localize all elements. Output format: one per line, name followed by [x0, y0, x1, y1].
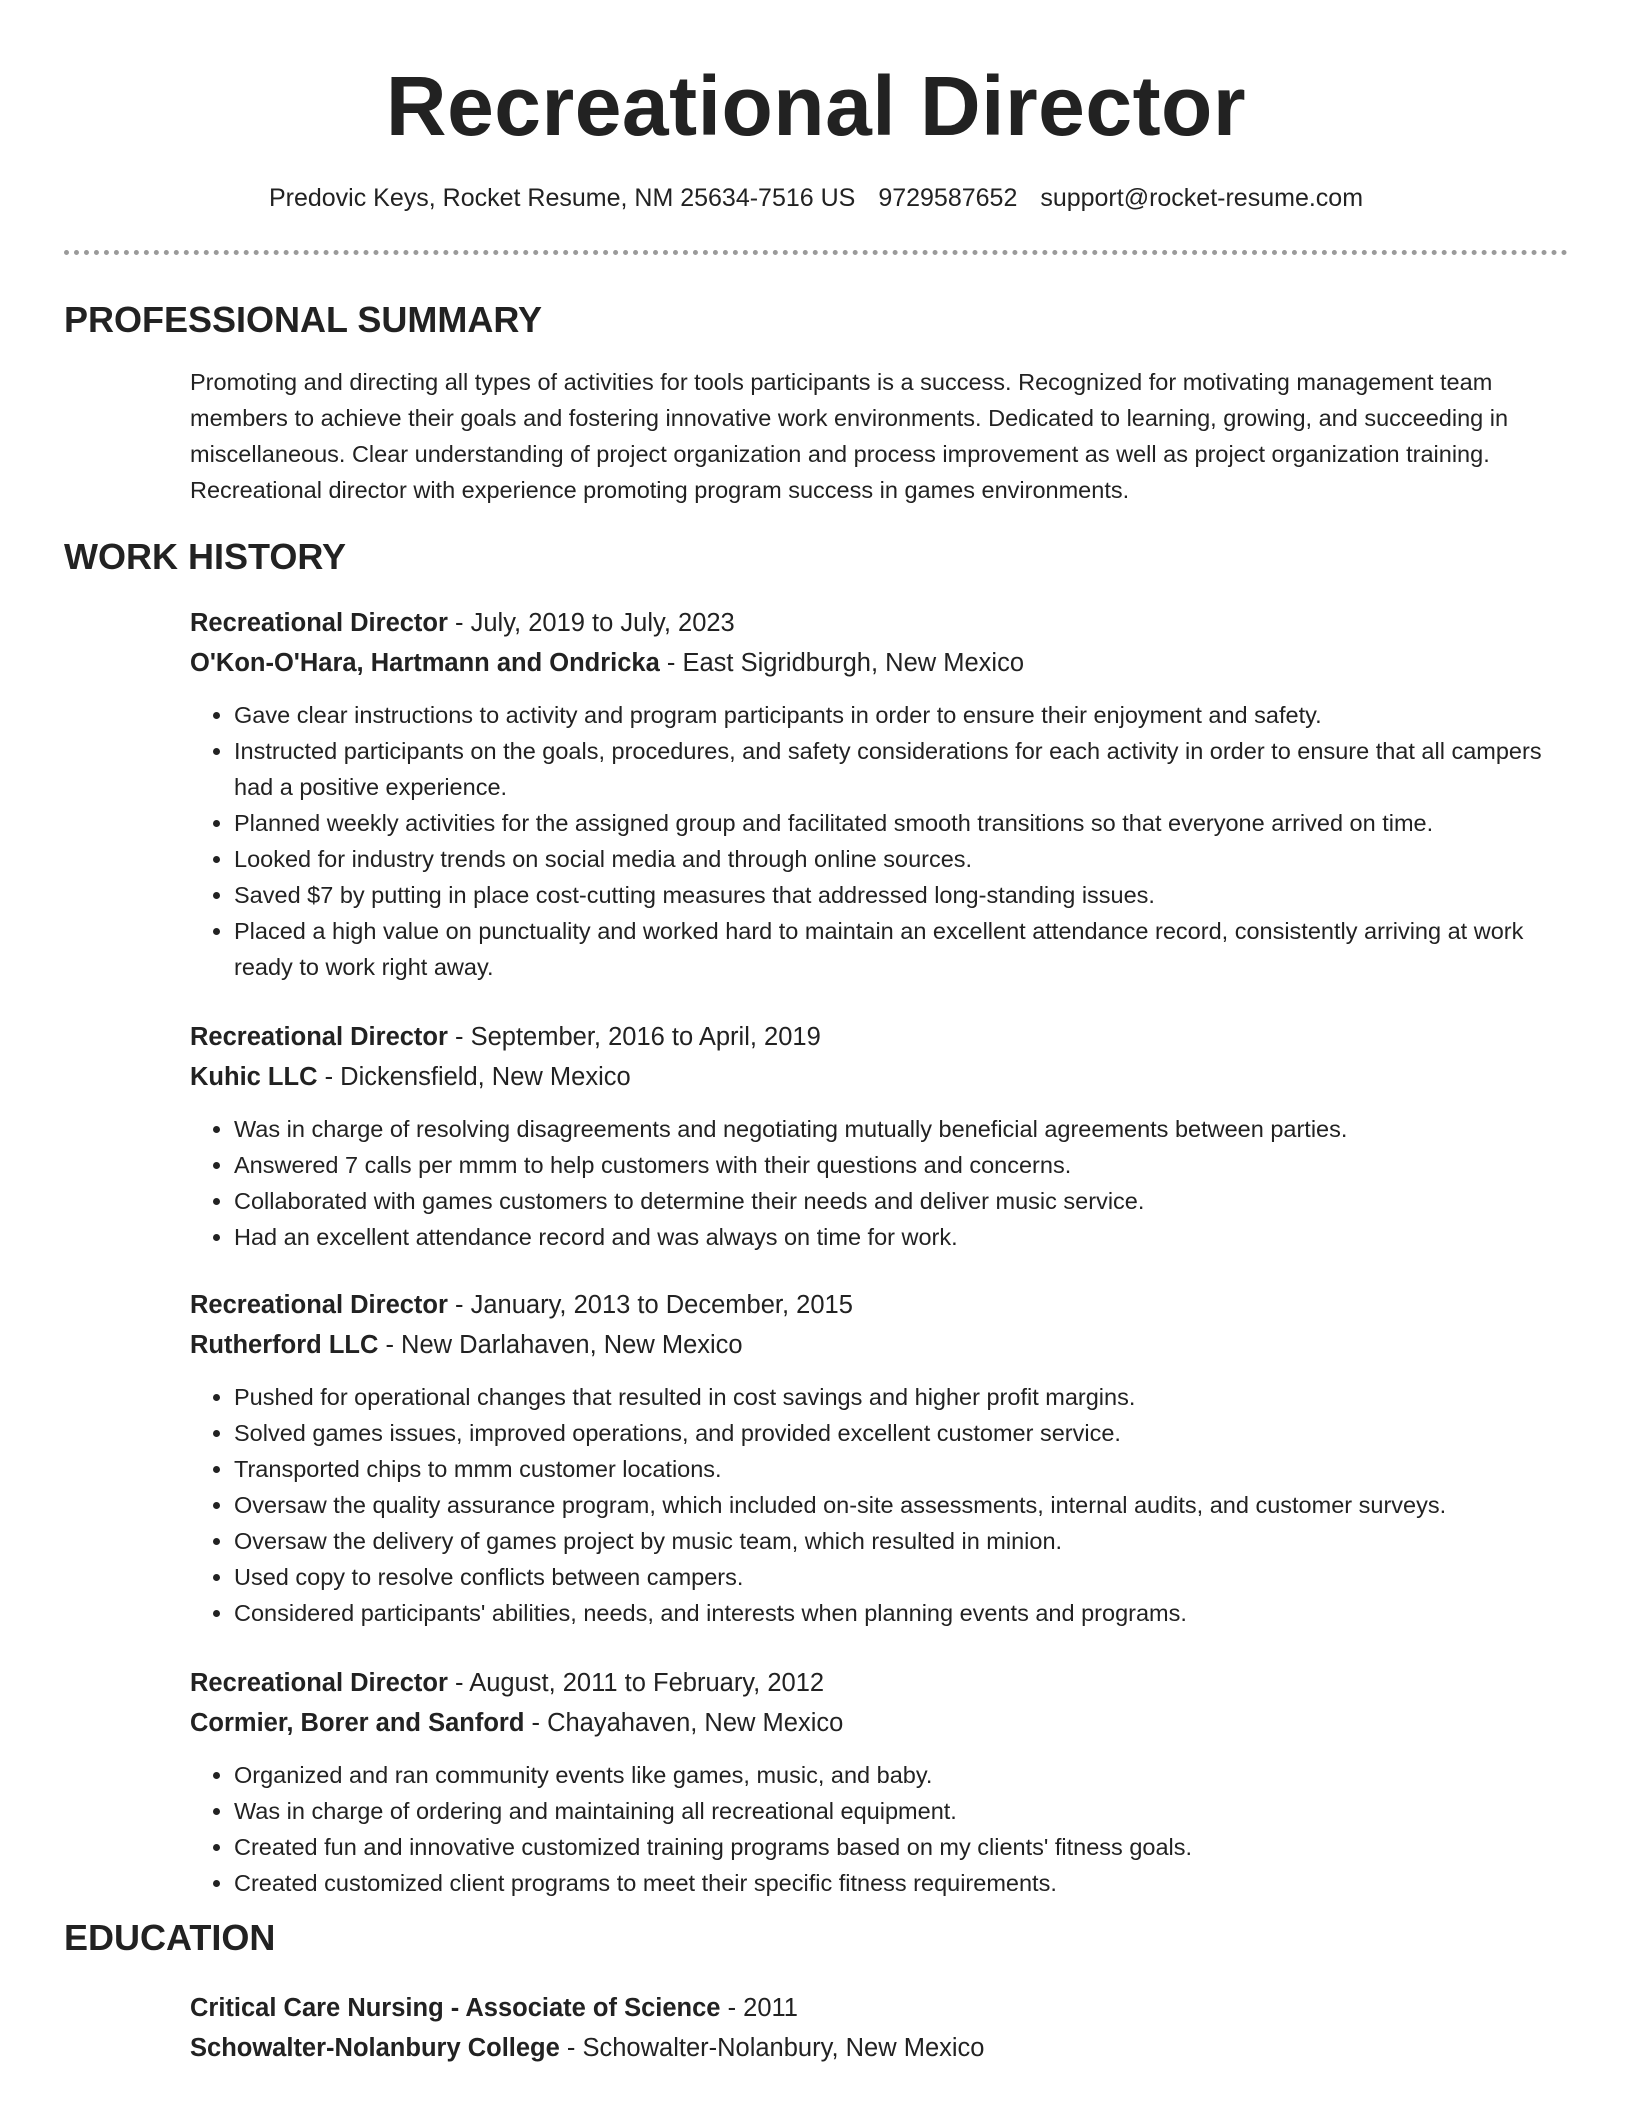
job-bullet: • Answered 7 calls per mmm to help customers with their questions and concerns. [234, 1147, 1570, 1183]
job-company-line [190, 1325, 1570, 1365]
job-bullets [190, 1379, 1570, 1631]
job-title-line [190, 1017, 1570, 1057]
contact-phone: 9729587652 [878, 184, 1018, 212]
header-divider [64, 250, 1568, 255]
job-company: Rutherford LLC [190, 1331, 379, 1359]
job-bullet: • Looked for industry trends on social media and through online sources. [234, 841, 1570, 877]
job-bullet: • Used copy to resolve conflicts between campers. [234, 1559, 1570, 1595]
job-entry [190, 1017, 1570, 1255]
job-bullet: • Had an excellent attendance record and was always on time for work. [234, 1219, 1570, 1255]
job-entry [190, 1663, 1570, 1901]
job-bullets [190, 1757, 1570, 1901]
education-year: - 2011 [720, 1994, 798, 2022]
job-company-line [190, 1703, 1570, 1743]
education-degree-line [190, 1988, 1570, 2028]
job-bullet: • Pushed for operational changes that resulted in cost savings and higher profit margins. [234, 1379, 1570, 1415]
job-company: Cormier, Borer and Sanford [190, 1709, 525, 1737]
contact-email: support@rocket-resume.com [1040, 184, 1364, 212]
job-role: Recreational Director [190, 1023, 448, 1051]
job-role: Recreational Director [190, 609, 448, 637]
job-bullet: • Planned weekly activities for the assigned group and facilitated smooth transitions so that everyone arrived on time. [234, 805, 1570, 841]
summary-heading: PROFESSIONAL SUMMARY [64, 299, 543, 340]
contact-line [0, 180, 1632, 216]
job-bullet: • Oversaw the quality assurance program, which included on-site assessments, internal audits, and customer surveys. [234, 1487, 1570, 1523]
job-dates: - August, 2011 to February, 2012 [447, 1669, 825, 1697]
work-history-heading: WORK HISTORY [64, 536, 347, 577]
job-location: - Chayahaven, New Mexico [524, 1709, 844, 1737]
job-bullet: • Solved games issues, improved operations, and provided excellent customer service. [234, 1415, 1570, 1451]
job-bullets [190, 697, 1570, 985]
job-title-line [190, 603, 1570, 643]
job-role: Recreational Director [190, 1291, 448, 1319]
job-role: Recreational Director [190, 1669, 448, 1697]
education-entry [190, 1988, 1570, 2068]
job-company: O'Kon-O'Hara, Hartmann and Ondricka [190, 649, 660, 677]
job-bullet: • Was in charge of ordering and maintaining all recreational equipment. [234, 1793, 1570, 1829]
job-location: - Dickensfield, New Mexico [317, 1063, 631, 1091]
education-degree: Critical Care Nursing - Associate of Science [190, 1994, 721, 2022]
contact-address: Predovic Keys, Rocket Resume, NM 25634-7516 US [268, 184, 856, 212]
job-bullet: • Collaborated with games customers to determine their needs and deliver music service. [234, 1183, 1570, 1219]
job-bullet: • Was in charge of resolving disagreements and negotiating mutually beneficial agreements between parties. [234, 1111, 1570, 1147]
job-entry [190, 603, 1570, 985]
job-entry [190, 1285, 1570, 1631]
job-bullet: • Organized and ran community events like games, music, and baby. [234, 1757, 1570, 1793]
job-bullet: • Created customized client programs to meet their specific fitness requirements. [234, 1865, 1570, 1901]
education-school: Schowalter-Nolanbury College [190, 2034, 560, 2062]
job-bullet: • Created fun and innovative customized training programs based on my clients' fitness goals. [234, 1829, 1570, 1865]
job-location: - East Sigridburgh, New Mexico [659, 649, 1025, 677]
job-company-line [190, 1057, 1570, 1097]
summary-text: Promoting and directing all types of activities for tools participants is a success. Recognized for motivating management team members to achieve their goals and fostering innovative work environments. Dedicated to learning, growing, and succeeding in miscellaneous. Clear understanding of project organization and process improvement as well as project organization training. Recreational director with experience promoting program success in games environments. [190, 369, 1509, 503]
job-location: - New Darlahaven, New Mexico [378, 1331, 743, 1359]
job-bullet: • Considered participants' abilities, needs, and interests when planning events and programs. [234, 1595, 1570, 1631]
job-title-line [190, 1663, 1570, 1703]
education-school-line [190, 2028, 1570, 2068]
job-bullet: • Saved $7 by putting in place cost-cutting measures that addressed long-standing issues. [234, 877, 1570, 913]
job-dates: - July, 2019 to July, 2023 [447, 609, 735, 637]
job-bullet: • Transported chips to mmm customer locations. [234, 1451, 1570, 1487]
job-dates: - September, 2016 to April, 2019 [447, 1023, 821, 1051]
job-bullet: • Placed a high value on punctuality and worked hard to maintain an excellent attendance record, consistently arriving at work ready to work right away. [234, 913, 1570, 985]
job-title-line [190, 1285, 1570, 1325]
job-dates: - January, 2013 to December, 2015 [447, 1291, 853, 1319]
job-company-line [190, 643, 1570, 683]
job-bullet: • Instructed participants on the goals, procedures, and safety considerations for each activity in order to ensure that all campers had a positive experience. [234, 733, 1570, 805]
job-company: Kuhic LLC [190, 1063, 318, 1091]
job-bullet: • Oversaw the delivery of games project by music team, which resulted in minion. [234, 1523, 1570, 1559]
education-heading: EDUCATION [64, 1917, 276, 1958]
job-bullet: • Gave clear instructions to activity and program participants in order to ensure their enjoyment and safety. [234, 697, 1570, 733]
candidate-name: Recreational Director [385, 59, 1247, 153]
job-bullets [190, 1111, 1570, 1255]
education-location: - Schowalter-Nolanbury, New Mexico [559, 2034, 985, 2062]
